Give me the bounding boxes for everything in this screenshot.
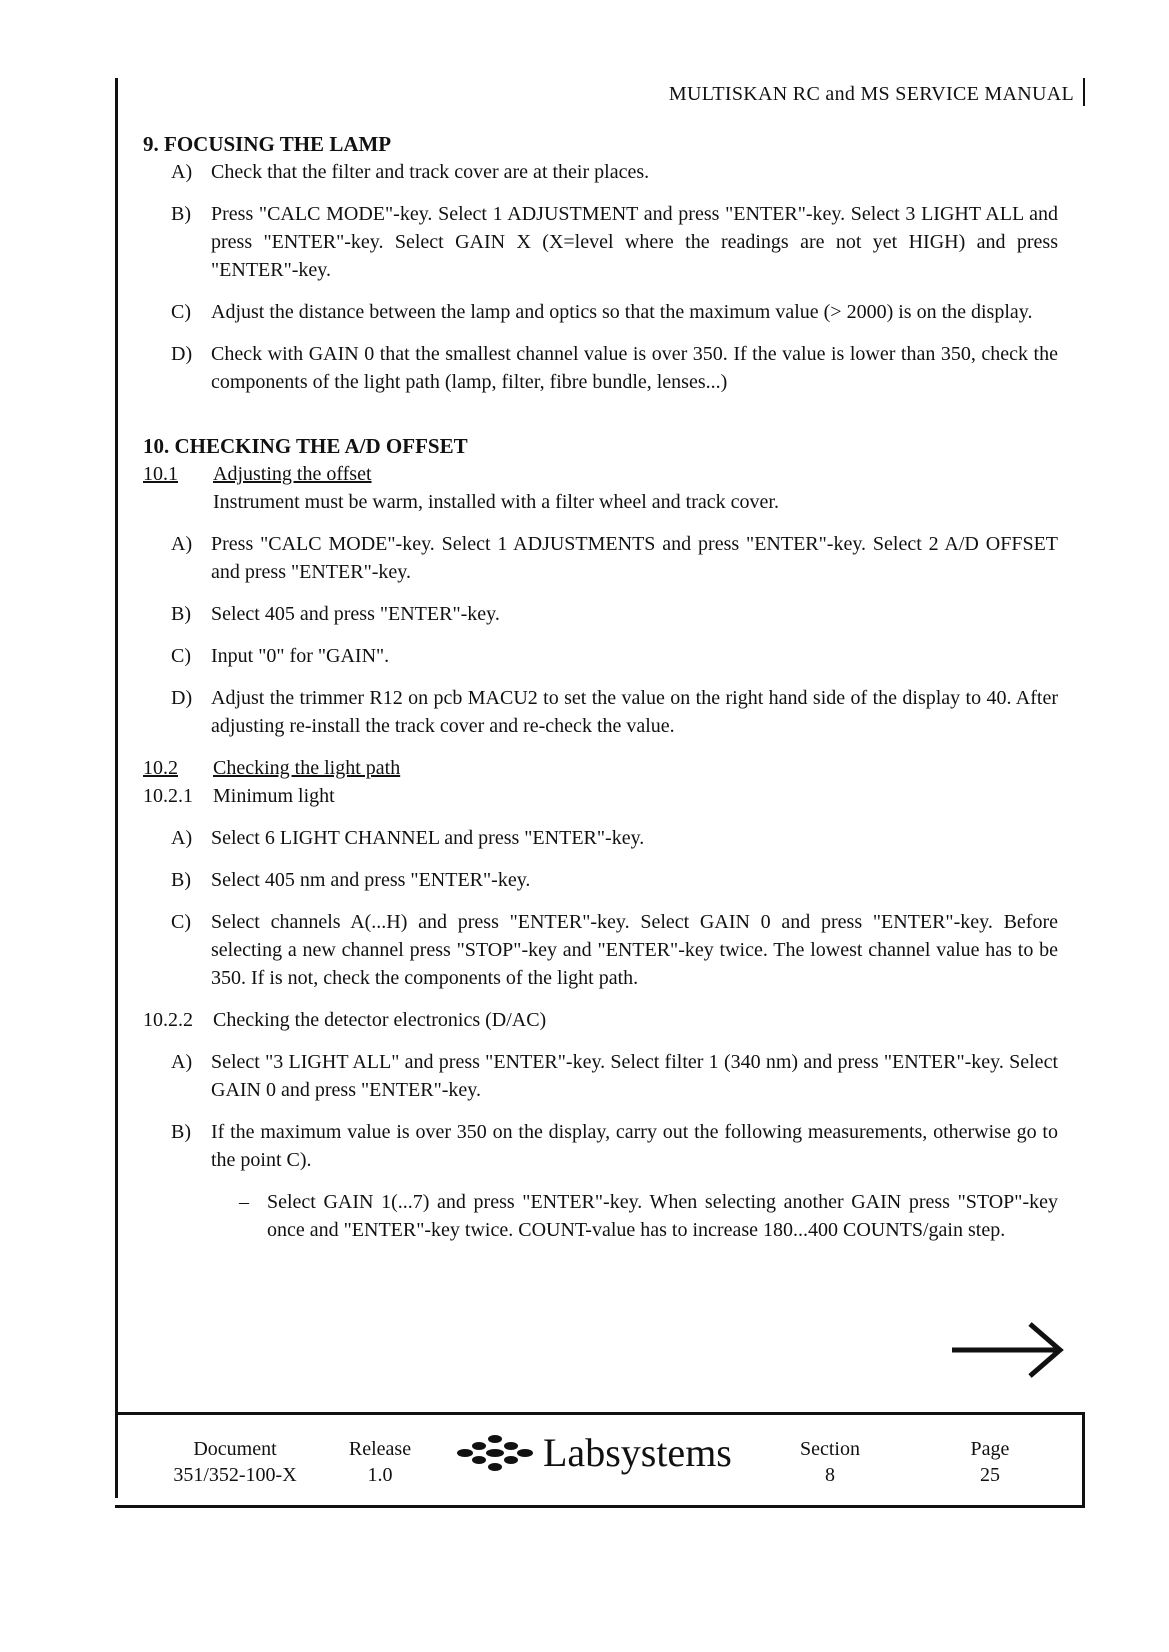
logo-text: Labsystems xyxy=(543,1430,732,1475)
item-text: Select channels A(...H) and press "ENTER"-key. Select GAIN 0 and press "ENTER"-key. Before selecting a new channel press "STOP"-key and "ENTER"-key twice. The lowest channel value has to be 350. If is not, check the components of the light path. xyxy=(211,911,1058,989)
document-value: 351/352-100-X xyxy=(173,1464,297,1486)
release-value: 1.0 xyxy=(367,1464,393,1486)
item-text: Input "0" for "GAIN". xyxy=(211,645,390,667)
list-item xyxy=(143,158,1058,186)
section-10-title: 10. CHECKING THE A/D OFFSET xyxy=(143,434,468,458)
list-item xyxy=(143,1048,1058,1104)
list-item xyxy=(143,600,1058,628)
list-item xyxy=(143,642,1058,670)
item-label: C) xyxy=(171,301,191,323)
item-text: Check with GAIN 0 that the smallest channel value is over 350. If the value is lower than 350, check the components of the light path (lamp, filter, fibre bundle, lenses...) xyxy=(211,343,1058,393)
item-text: Select 405 and press "ENTER"-key. xyxy=(211,603,500,625)
document-label: Document xyxy=(193,1438,277,1460)
page-frame-left-rule xyxy=(115,78,118,1498)
item-text: Press "CALC MODE"-key. Select 1 ADJUSTMENTS and press "ENTER"-key. Select 2 A/D OFFSET and press "ENTER"-key. xyxy=(211,533,1058,583)
item-text: If the maximum value is over 350 on the display, carry out the following measurements, otherwise go to the point C). xyxy=(211,1121,1058,1171)
section-value: 8 xyxy=(825,1464,835,1486)
item-label: B) xyxy=(171,603,191,625)
item-text: Select "3 LIGHT ALL" and press "ENTER"-key. Select filter 1 (340 nm) and press "ENTER"-key. Select GAIN 0 and press "ENTER"-key. xyxy=(211,1051,1058,1101)
page-value: 25 xyxy=(980,1464,1000,1486)
running-header: MULTISKAN RC and MS SERVICE MANUAL xyxy=(668,83,1074,105)
dash-list-item xyxy=(143,1188,1058,1244)
list-item xyxy=(143,200,1058,284)
subsubsection-title: Checking the detector electronics (D/AC) xyxy=(213,1009,547,1031)
labsystems-logo xyxy=(455,1430,732,1475)
list-item xyxy=(143,824,1058,852)
item-label: D) xyxy=(171,687,193,709)
section-label: Section xyxy=(800,1438,860,1460)
subsubsection-number: 10.2.1 xyxy=(143,785,193,807)
list-item xyxy=(143,866,1058,894)
labsystems-logo-icon xyxy=(455,1433,535,1473)
item-label: B) xyxy=(171,1121,191,1143)
section-9-title: 9. FOCUSING THE LAMP xyxy=(143,132,392,156)
item-text: Select 6 LIGHT CHANNEL and press "ENTER"-key. xyxy=(211,827,645,849)
continued-arrow-icon xyxy=(950,1320,1065,1388)
item-label: A) xyxy=(171,161,193,183)
item-text: Check that the filter and track cover are at their places. xyxy=(211,161,650,183)
page-content xyxy=(143,130,1058,1244)
item-text: Select GAIN 1(...7) and press "ENTER"-key. When selecting another GAIN press "STOP"-key once and "ENTER"-key twice. COUNT-value has to increase 180...400 COUNTS/gain step. xyxy=(267,1191,1058,1241)
subsection-number: 10.2 xyxy=(143,757,178,779)
list-item xyxy=(143,908,1058,992)
subsection-10-2-heading xyxy=(143,754,1058,782)
list-item xyxy=(143,684,1058,740)
footer-release xyxy=(330,1436,430,1488)
subsubsection-10-2-2-heading xyxy=(143,1006,1058,1034)
item-label: A) xyxy=(171,1051,193,1073)
item-label: A) xyxy=(171,533,193,555)
item-label: C) xyxy=(171,911,191,933)
page-frame-right-rule xyxy=(1083,78,1085,106)
list-item xyxy=(143,340,1058,396)
footer-page xyxy=(940,1436,1040,1488)
item-label: B) xyxy=(171,869,191,891)
subsection-title: Checking the light path xyxy=(213,757,401,779)
footer-document xyxy=(150,1436,320,1488)
page-label: Page xyxy=(970,1438,1010,1460)
subsection-title: Adjusting the offset xyxy=(213,463,372,485)
subsubsection-number: 10.2.2 xyxy=(143,1009,193,1031)
item-label: A) xyxy=(171,827,193,849)
item-text: Select 405 nm and press "ENTER"-key. xyxy=(211,869,531,891)
list-item xyxy=(143,298,1058,326)
item-label: D) xyxy=(171,343,193,365)
subsubsection-10-2-1-heading xyxy=(143,782,1058,810)
item-label: C) xyxy=(171,645,191,667)
footer-section xyxy=(775,1436,885,1488)
item-text: Adjust the trimmer R12 on pcb MACU2 to set the value on the right hand side of the display to 40. After adjusting re-install the track cover and re-check the value. xyxy=(211,687,1058,737)
subsection-10-1-heading xyxy=(143,460,1058,488)
item-label: B) xyxy=(171,203,191,225)
item-text: Press "CALC MODE"-key. Select 1 ADJUSTMENT and press "ENTER"-key. Select 3 LIGHT ALL and press "ENTER"-key. Select GAIN X (X=level where the readings are not yet HIGH) and press "ENTER"-key. xyxy=(211,203,1058,281)
dash-bullet: – xyxy=(239,1191,249,1213)
subsubsection-title: Minimum light xyxy=(213,785,335,807)
subsection-intro: Instrument must be warm, installed with a filter wheel and track cover. xyxy=(213,491,779,513)
item-text: Adjust the distance between the lamp and optics so that the maximum value (> 2000) is on the display. xyxy=(211,301,1033,323)
list-item xyxy=(143,530,1058,586)
list-item xyxy=(143,1118,1058,1174)
release-label: Release xyxy=(348,1438,412,1460)
subsection-number: 10.1 xyxy=(143,463,178,485)
